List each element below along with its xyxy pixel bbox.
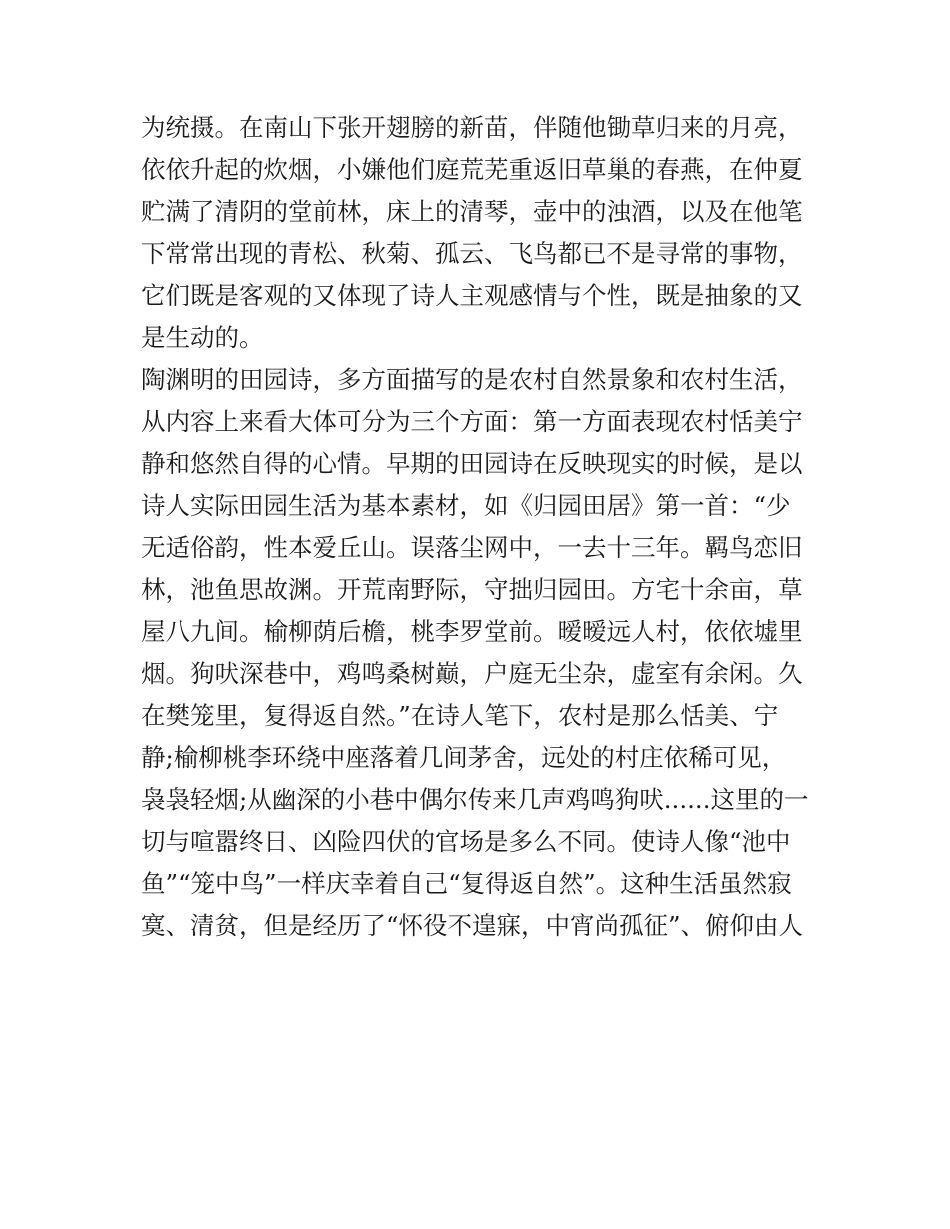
text-line: 依依升起的炊烟，小嫌他们庭荒芜重返旧草巢的春燕，在仲夏 bbox=[141, 155, 803, 184]
text-line: 袅袅轻烟;从幽深的小巷中偶尔传来几声鸡鸣狗吠......这里的一 bbox=[141, 785, 809, 814]
text-line: 它们既是客观的又体现了诗人主观感情与个性，既是抽象的又 bbox=[141, 281, 803, 310]
text-line: 贮满了清阴的堂前林，床上的清琴，壶中的浊酒，以及在他笔 bbox=[141, 197, 803, 226]
text-line: 是生动的。 bbox=[141, 323, 264, 352]
text-line: 烟。狗吠深巷中，鸡鸣桑树巅，户庭无尘杂，虚室有余闲。久 bbox=[141, 659, 803, 688]
text-line: 静;榆柳桃李环绕中座落着几间茅舍，远处的村庄依稀可见， bbox=[141, 743, 787, 772]
text-line: 从内容上来看大体可分为三个方面：第一方面表现农村恬美宁 bbox=[141, 407, 803, 436]
text-line: 寞、清贫，但是经历了“怀役不遑寐，中宵尚孤征”、俯仰由人 bbox=[141, 911, 804, 940]
text-line: 静和悠然自得的心情。早期的田园诗在反映现实的时候，是以 bbox=[141, 449, 803, 478]
text-line: 林，池鱼思故渊。开荒南野际，守拙归园田。方宅十余亩，草 bbox=[141, 575, 803, 604]
text-line: 陶渊明的田园诗，多方面描写的是农村自然景象和农村生活， bbox=[141, 365, 803, 394]
text-line: 在樊笼里，复得返自然。”在诗人笔下，农村是那么恬美、宁 bbox=[141, 701, 779, 730]
text-line: 诗人实际田园生活为基本素材，如《归园田居》第一首：“少 bbox=[141, 491, 791, 520]
text-line: 切与喧嚣终日、凶险四伏的官场是多么不同。使诗人像“池中 bbox=[141, 827, 791, 856]
text-line: 鱼”“笼中鸟”一样庆幸着自己“复得返自然”。这种生活虽然寂 bbox=[141, 869, 792, 898]
text-line: 为统摄。在南山下张开翅膀的新苗，伴随他锄草归来的月亮， bbox=[141, 113, 803, 142]
body-text bbox=[141, 107, 821, 947]
text-line: 下常常出现的青松、秋菊、孤云、飞鸟都已不是寻常的事物， bbox=[141, 239, 803, 268]
text-line: 屋八九间。榆柳荫后檐，桃李罗堂前。暧暧远人村，依依墟里 bbox=[141, 617, 803, 646]
text-line: 无适俗韵，性本爱丘山。误落尘网中，一去十三年。羁鸟恋旧 bbox=[141, 533, 803, 562]
